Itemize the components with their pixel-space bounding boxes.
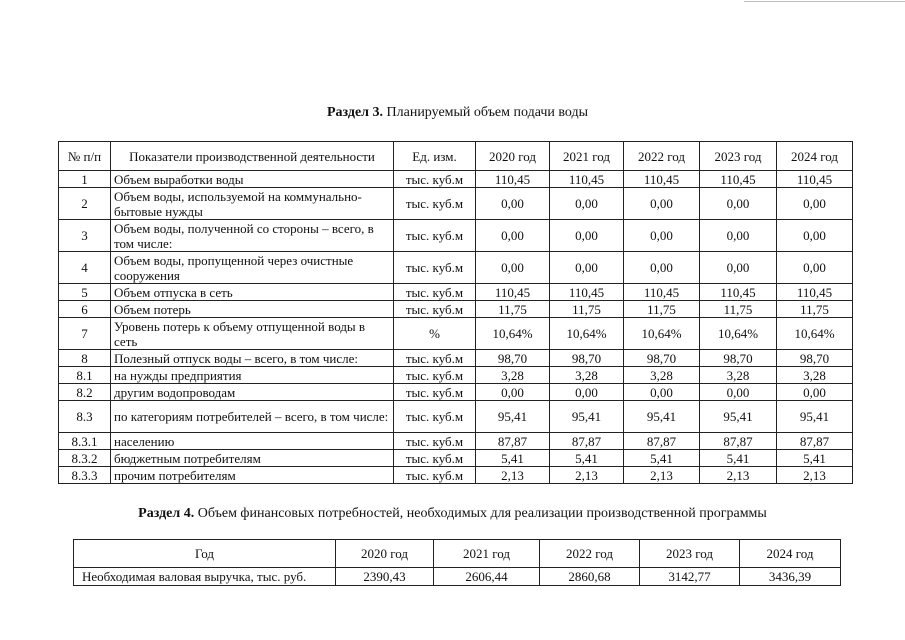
water-supply-table: [58, 141, 853, 484]
header-cell: № п/п: [59, 142, 111, 171]
value-cell: 2,13: [700, 467, 777, 484]
value-cell: 110,45: [550, 171, 624, 188]
table-row: [59, 171, 853, 188]
indicator-name: на нужды предприятия: [111, 367, 394, 384]
header-cell: 2021 год: [550, 142, 624, 171]
value-cell: 2,13: [476, 467, 550, 484]
section-3-title-bold: Раздел 3.: [326, 105, 384, 120]
value-cell: 0,00: [476, 188, 550, 220]
value-cell: 0,00: [550, 188, 624, 220]
value-cell: 0,00: [777, 220, 853, 252]
row-number: 8.3: [59, 401, 111, 433]
indicator-name: Объем воды, используемой на коммунально-бытовые нужды: [111, 188, 394, 220]
header-cell: Год: [74, 540, 336, 568]
value-cell: 87,87: [700, 433, 777, 450]
indicator-name: прочим потребителям: [111, 467, 394, 484]
value-cell: 87,87: [550, 433, 624, 450]
row-number: 2: [59, 188, 111, 220]
value-cell: 95,41: [700, 401, 777, 433]
indicator-name: Объем воды, пропущенной через очистные сооружения: [111, 252, 394, 284]
table-row: [59, 450, 853, 467]
unit-cell: тыс. куб.м: [394, 301, 476, 318]
value-cell: 95,41: [777, 401, 853, 433]
value-cell: 3,28: [700, 367, 777, 384]
header-cell: 2024 год: [740, 540, 841, 568]
row-label: Необходимая валовая выручка, тыс. руб.: [74, 568, 336, 586]
value-cell: 95,41: [476, 401, 550, 433]
value-cell: 10,64%: [624, 318, 700, 350]
value-cell: 110,45: [476, 284, 550, 301]
table-header-row: [59, 142, 853, 171]
table-header-row: [74, 540, 841, 568]
value-cell: 2,13: [624, 467, 700, 484]
table-row: [59, 467, 853, 484]
table-row: [59, 252, 853, 284]
row-number: 5: [59, 284, 111, 301]
financial-needs-table: [73, 539, 841, 586]
value-cell: 3142,77: [640, 568, 740, 586]
value-cell: 5,41: [777, 450, 853, 467]
indicator-name: Объем выработки воды: [111, 171, 394, 188]
unit-cell: тыс. куб.м: [394, 433, 476, 450]
indicator-name: Объем воды, полученной со стороны – всего, в том числе:: [111, 220, 394, 252]
indicator-name: другим водопроводам: [111, 384, 394, 401]
value-cell: 10,64%: [550, 318, 624, 350]
row-number: 1: [59, 171, 111, 188]
table-row: [59, 401, 853, 433]
row-number: 6: [59, 301, 111, 318]
page-edge-line: [744, 1, 905, 2]
value-cell: 98,70: [476, 350, 550, 367]
unit-cell: тыс. куб.м: [394, 450, 476, 467]
value-cell: 110,45: [624, 284, 700, 301]
indicator-name: Объем отпуска в сеть: [111, 284, 394, 301]
section-4-title: [0, 506, 905, 522]
row-number: 8.1: [59, 367, 111, 384]
value-cell: 0,00: [624, 384, 700, 401]
value-cell: 98,70: [700, 350, 777, 367]
row-number: 3: [59, 220, 111, 252]
header-cell: 2023 год: [700, 142, 777, 171]
value-cell: 11,75: [476, 301, 550, 318]
table-row: [59, 318, 853, 350]
value-cell: 10,64%: [476, 318, 550, 350]
header-cell: 2022 год: [540, 540, 640, 568]
value-cell: 3,28: [550, 367, 624, 384]
value-cell: 110,45: [476, 171, 550, 188]
value-cell: 110,45: [624, 171, 700, 188]
value-cell: 11,75: [700, 301, 777, 318]
row-number: 8.2: [59, 384, 111, 401]
header-cell: 2024 год: [777, 142, 853, 171]
unit-cell: тыс. куб.м: [394, 171, 476, 188]
value-cell: 98,70: [550, 350, 624, 367]
value-cell: 5,41: [624, 450, 700, 467]
value-cell: 0,00: [777, 188, 853, 220]
indicator-name: Полезный отпуск воды – всего, в том числе:: [111, 350, 394, 367]
indicator-name: населению: [111, 433, 394, 450]
value-cell: 5,41: [550, 450, 624, 467]
unit-cell: тыс. куб.м: [394, 467, 476, 484]
value-cell: 3,28: [476, 367, 550, 384]
row-number: 8.3.1: [59, 433, 111, 450]
value-cell: 0,00: [550, 220, 624, 252]
value-cell: 0,00: [624, 220, 700, 252]
table-row: [59, 188, 853, 220]
header-cell: 2021 год: [434, 540, 540, 568]
value-cell: 5,41: [476, 450, 550, 467]
unit-cell: тыс. куб.м: [394, 401, 476, 433]
indicator-name: по категориям потребителей – всего, в том числе:: [111, 401, 394, 433]
unit-cell: тыс. куб.м: [394, 367, 476, 384]
value-cell: 2390,43: [336, 568, 434, 586]
value-cell: 87,87: [624, 433, 700, 450]
row-number: 4: [59, 252, 111, 284]
header-cell: 2022 год: [624, 142, 700, 171]
value-cell: 0,00: [777, 252, 853, 284]
value-cell: 0,00: [700, 252, 777, 284]
section-3-title-text: Планируемый объем подачи воды: [383, 105, 589, 120]
value-cell: 3,28: [624, 367, 700, 384]
section-4-title-bold: Раздел 4.: [138, 506, 195, 521]
value-cell: 2,13: [550, 467, 624, 484]
value-cell: 11,75: [624, 301, 700, 318]
value-cell: 10,64%: [777, 318, 853, 350]
value-cell: 11,75: [777, 301, 853, 318]
value-cell: 110,45: [700, 284, 777, 301]
value-cell: 3436,39: [740, 568, 841, 586]
value-cell: 95,41: [624, 401, 700, 433]
table-row: [59, 384, 853, 401]
indicator-name: Объем потерь: [111, 301, 394, 318]
table-row: [59, 367, 853, 384]
value-cell: 0,00: [476, 220, 550, 252]
unit-cell: тыс. куб.м: [394, 252, 476, 284]
header-cell: 2020 год: [476, 142, 550, 171]
value-cell: 5,41: [700, 450, 777, 467]
value-cell: 95,41: [550, 401, 624, 433]
section-3-title: [5, 105, 905, 121]
row-number: 8.3.2: [59, 450, 111, 467]
table-row: [59, 220, 853, 252]
value-cell: 0,00: [700, 384, 777, 401]
unit-cell: тыс. куб.м: [394, 188, 476, 220]
header-cell: 2023 год: [640, 540, 740, 568]
indicator-name: Уровень потерь к объему отпущенной воды в сеть: [111, 318, 394, 350]
value-cell: 3,28: [777, 367, 853, 384]
header-cell: Показатели производственной деятельности: [111, 142, 394, 171]
unit-cell: тыс. куб.м: [394, 284, 476, 301]
value-cell: 0,00: [550, 384, 624, 401]
unit-cell: тыс. куб.м: [394, 384, 476, 401]
value-cell: 0,00: [624, 188, 700, 220]
value-cell: 10,64%: [700, 318, 777, 350]
value-cell: 11,75: [550, 301, 624, 318]
value-cell: 0,00: [476, 252, 550, 284]
indicator-name: бюджетным потребителям: [111, 450, 394, 467]
row-number: 7: [59, 318, 111, 350]
table-row: [59, 350, 853, 367]
value-cell: 0,00: [476, 384, 550, 401]
value-cell: 0,00: [700, 220, 777, 252]
table-row: [59, 284, 853, 301]
value-cell: 87,87: [476, 433, 550, 450]
header-cell: Ед. изм.: [394, 142, 476, 171]
value-cell: 0,00: [550, 252, 624, 284]
value-cell: 98,70: [777, 350, 853, 367]
header-cell: 2020 год: [336, 540, 434, 568]
value-cell: 0,00: [700, 188, 777, 220]
value-cell: 0,00: [777, 384, 853, 401]
value-cell: 87,87: [777, 433, 853, 450]
value-cell: 110,45: [700, 171, 777, 188]
value-cell: 2860,68: [540, 568, 640, 586]
value-cell: 2606,44: [434, 568, 540, 586]
section-4-title-text: Объем финансовых потребностей, необходимых для реализации производственной программы: [194, 506, 767, 521]
row-number: 8: [59, 350, 111, 367]
value-cell: 0,00: [624, 252, 700, 284]
table-row: [59, 301, 853, 318]
unit-cell: тыс. куб.м: [394, 220, 476, 252]
value-cell: 110,45: [550, 284, 624, 301]
value-cell: 2,13: [777, 467, 853, 484]
table-row: [74, 568, 841, 586]
unit-cell: тыс. куб.м: [394, 350, 476, 367]
value-cell: 110,45: [777, 171, 853, 188]
value-cell: 110,45: [777, 284, 853, 301]
value-cell: 98,70: [624, 350, 700, 367]
unit-cell: %: [394, 318, 476, 350]
row-number: 8.3.3: [59, 467, 111, 484]
table-row: [59, 433, 853, 450]
